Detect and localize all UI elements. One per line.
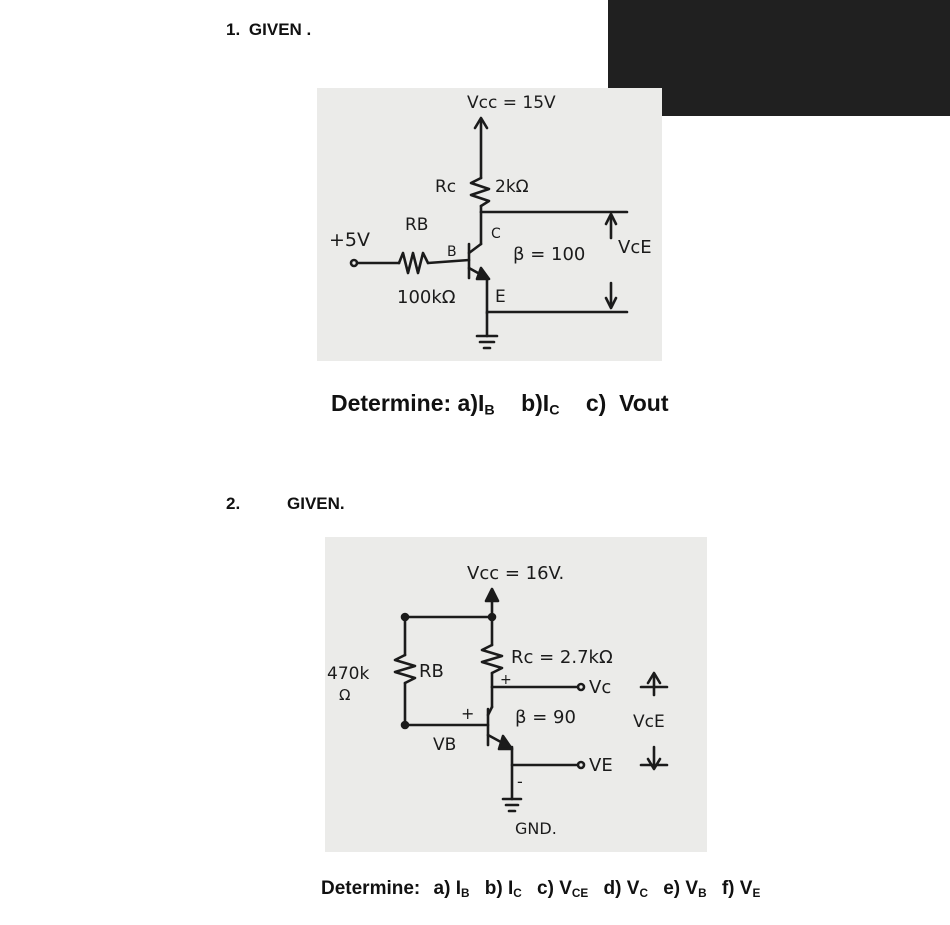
c1-rb-name: RB <box>405 215 429 235</box>
c2-beta: β = 90 <box>515 707 576 728</box>
c2-rc-label: Rc = 2.7kΩ <box>511 647 613 668</box>
c1-rb-value: 100kΩ <box>397 287 456 308</box>
p1-determine-prefix: Determine: <box>331 390 452 416</box>
c1-beta: β = 100 <box>513 244 586 265</box>
c2-rb-name: RB <box>419 661 444 682</box>
c1-rc-name: Rc <box>435 177 457 197</box>
problem-1-given: GIVEN . <box>248 20 312 39</box>
p2-item-a: a) $I_B$ <box>433 878 470 900</box>
p2-determine-prefix: Determine: <box>321 878 421 899</box>
c2-plus-collector: + <box>500 672 512 688</box>
c2-plus-base: + <box>461 704 475 723</box>
problem-2-number: 2. <box>226 494 241 513</box>
problem-2-given: GIVEN. <box>287 494 345 513</box>
problem-1-determine <box>331 390 669 419</box>
p2-item-f: f) $V_E$ <box>721 878 761 900</box>
problem-2-determine <box>321 878 760 900</box>
c2-rb-unit: Ω <box>339 686 351 704</box>
c1-vce: VcE <box>618 237 652 258</box>
p2-item-c: c) $V_{CE}$ <box>537 878 589 900</box>
p2-item-d: d) $V_C$ <box>603 878 648 900</box>
c2-gnd-label: GND. <box>515 819 557 838</box>
c2-vcc-label: Vcc = 16V. <box>467 563 565 584</box>
p1-item-b: $b)I_C$ <box>521 390 560 419</box>
c2-vb-label: VB <box>433 735 457 755</box>
c1-emitter-label: E <box>495 287 506 307</box>
c1-rc-value: 2kΩ <box>495 177 529 197</box>
c2-minus-emitter: - <box>517 772 523 791</box>
c1-collector-label: C <box>491 226 501 242</box>
c1-input-voltage: +5V <box>329 229 371 251</box>
c1-base-label: B <box>447 244 457 260</box>
c1-vcc-label: Vcc = 15V <box>467 93 556 113</box>
p1-item-c: c) Vout <box>585 390 669 416</box>
p1-item-a: $a)I_B$ <box>457 390 495 419</box>
problem-1-number: 1. <box>226 20 241 39</box>
c2-vc-label: Vc <box>589 677 612 698</box>
c2-vce: VcE <box>633 712 665 732</box>
c2-ve-label: VE <box>589 755 613 776</box>
circuit-2-diagram <box>325 537 707 852</box>
problem-1-heading <box>226 20 311 40</box>
p2-item-e: e) $V_B$ <box>663 878 707 900</box>
circuit-1-diagram <box>317 88 662 361</box>
p2-item-b: b) $I_C$ <box>484 878 522 900</box>
c2-rb-value: 470k <box>327 664 370 684</box>
